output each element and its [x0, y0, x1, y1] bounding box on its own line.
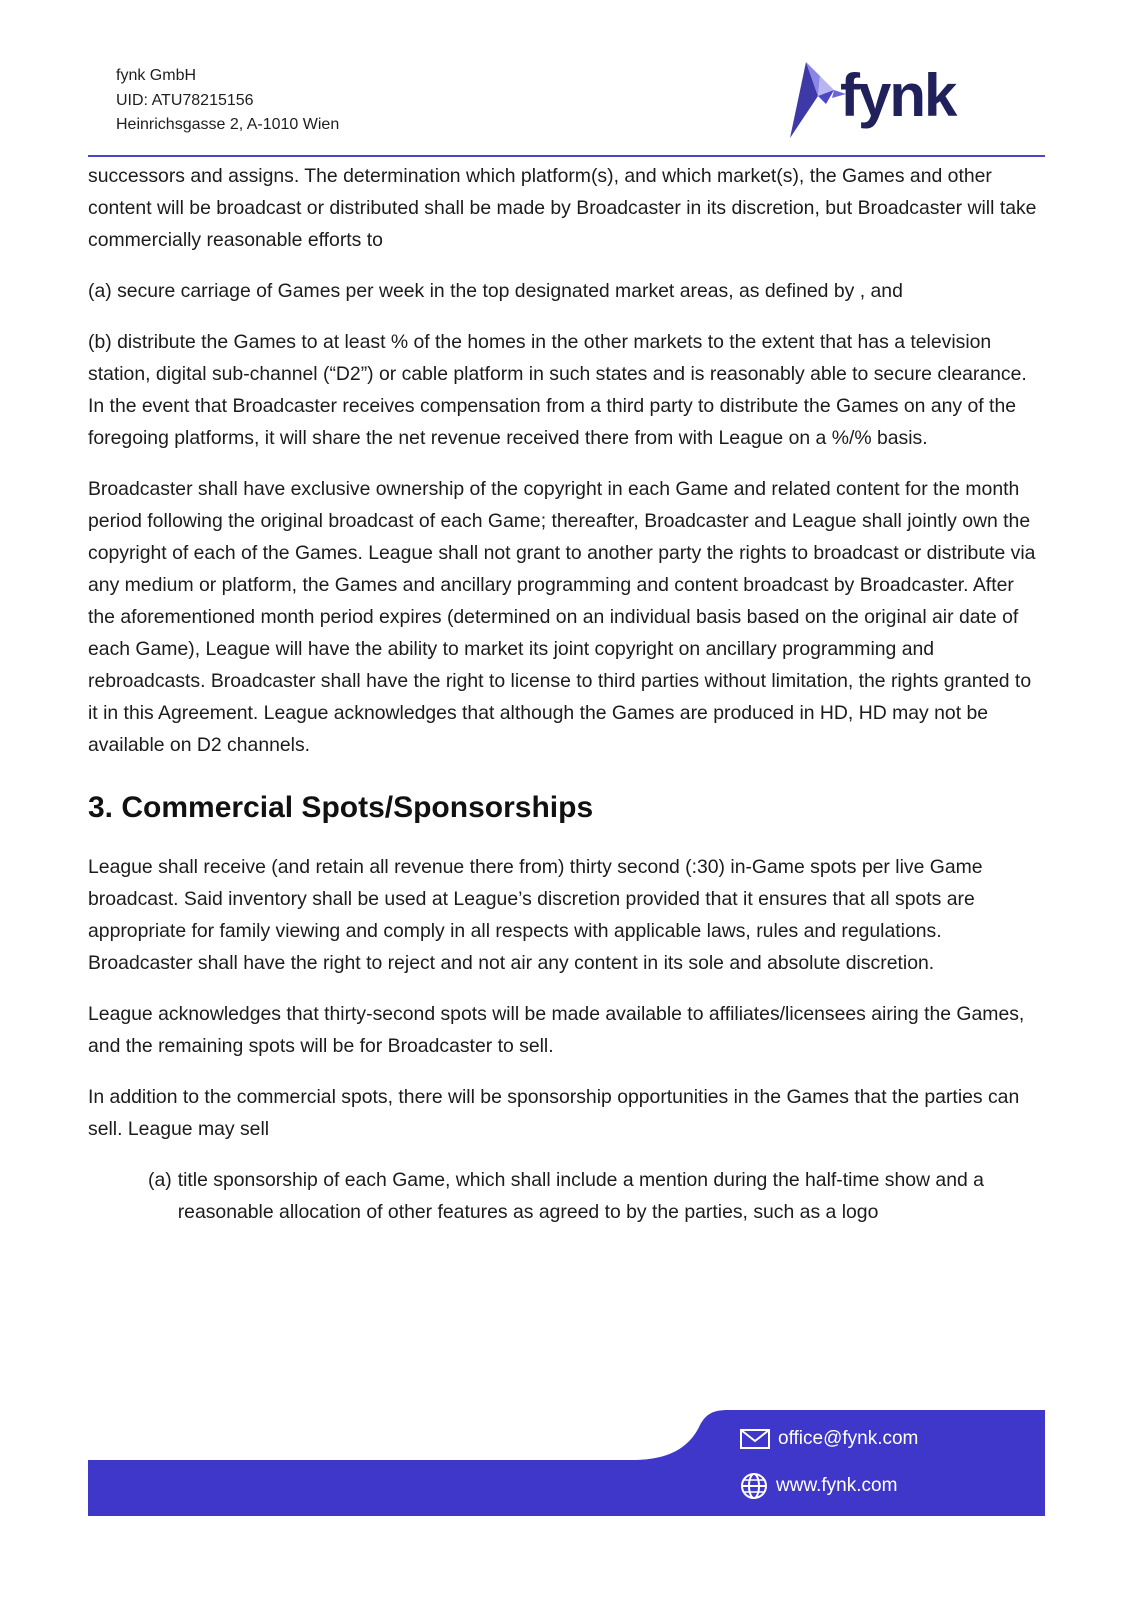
company-address: Heinrichsgasse 2, A-1010 Wien	[116, 116, 340, 133]
bird-logo-icon	[788, 60, 848, 138]
section-heading: 3. Commercial Spots/Sponsorships	[88, 791, 594, 824]
list-label: (a)	[148, 1169, 172, 1191]
paragraph: (b) distribute the Games to at least % of the homes in the other markets to the extent that has a television station, digital sub-channel (“D2”) or cable platform in such states and is reasonably able to secure clearance. In the event that Broadcaster receives compensation from a third party to distribute the Games on any of the foregoing platforms, it will share the net revenue received there from with League on a %/% basis.	[88, 331, 1027, 449]
footer-email[interactable]	[740, 1428, 918, 1450]
paragraph: League shall receive (and retain all revenue there from) thirty second (:30) in-Game spots per live Game broadcast. Said inventory shall be used at League’s discretion provided that it ensures that all spots are appropriate for family viewing and comply in all respects with applicable laws, rules and regulations. Broadcaster shall have the right to reject and not air any content in its sole and absolute discretion.	[88, 856, 983, 974]
company-name: fynk GmbH	[116, 67, 197, 84]
mail-icon	[740, 1429, 770, 1449]
company-uid: UID: ATU78215156	[116, 91, 254, 109]
paragraph: (a) secure carriage of Games per week in the top designated market areas, as defined by , and	[88, 280, 903, 302]
paragraph: In addition to the commercial spots, there will be sponsorship opportunities in the Games that the parties can sell. League may sell	[88, 1086, 1020, 1140]
fynk-logo	[788, 58, 988, 140]
email-link[interactable]: office@fynk.com	[778, 1428, 919, 1449]
list-text: title sponsorship of each Game, which shall include a mention during the half-time show and a reasonable allocation of other features as agreed to by the parties, such as a logo	[177, 1169, 984, 1223]
website-link[interactable]: www.fynk.com	[776, 1475, 898, 1496]
company-info	[116, 64, 339, 138]
paragraph: successors and assigns. The determination which platform(s), and which market(s), the Games and other content will be broadcast or distributed shall be made by Broadcaster in its discretion, but Broadcaster will take commercially reasonable efforts to	[88, 165, 1037, 251]
header-divider	[88, 155, 1045, 157]
document-body	[88, 160, 1038, 1228]
footer-website[interactable]	[740, 1472, 897, 1500]
paragraph: League acknowledges that thirty-second spots will be made available to affiliates/licensees airing the Games, and the remaining spots will be for Broadcaster to sell.	[88, 1003, 1025, 1057]
paragraph: Broadcaster shall have exclusive ownership of the copyright in each Game and related content for the month period following the original broadcast of each Game; thereafter, Broadcaster and League shall jointly own the copyright of each of the Games. League shall not grant to another party the rights to broadcast or distribute via any medium or platform, the Games and ancillary programming and content broadcast by Broadcaster. After the aforementioned month period expires (determined on an individual basis based on the original air date of each Game), League will have the ability to market its joint copyright on ancillary programming and rebroadcasts. Broadcaster shall have the right to license to third parties without limitation, the rights granted to it in this Agreement. League acknowledges that although the Games are produced in HD, HD may not be available on D2 channels.	[88, 478, 1036, 756]
list-item	[148, 1164, 1038, 1228]
globe-icon	[740, 1472, 768, 1500]
footer-band	[88, 1410, 1045, 1516]
logo-wordmark: fynk	[840, 62, 956, 129]
footer	[88, 1410, 1045, 1516]
